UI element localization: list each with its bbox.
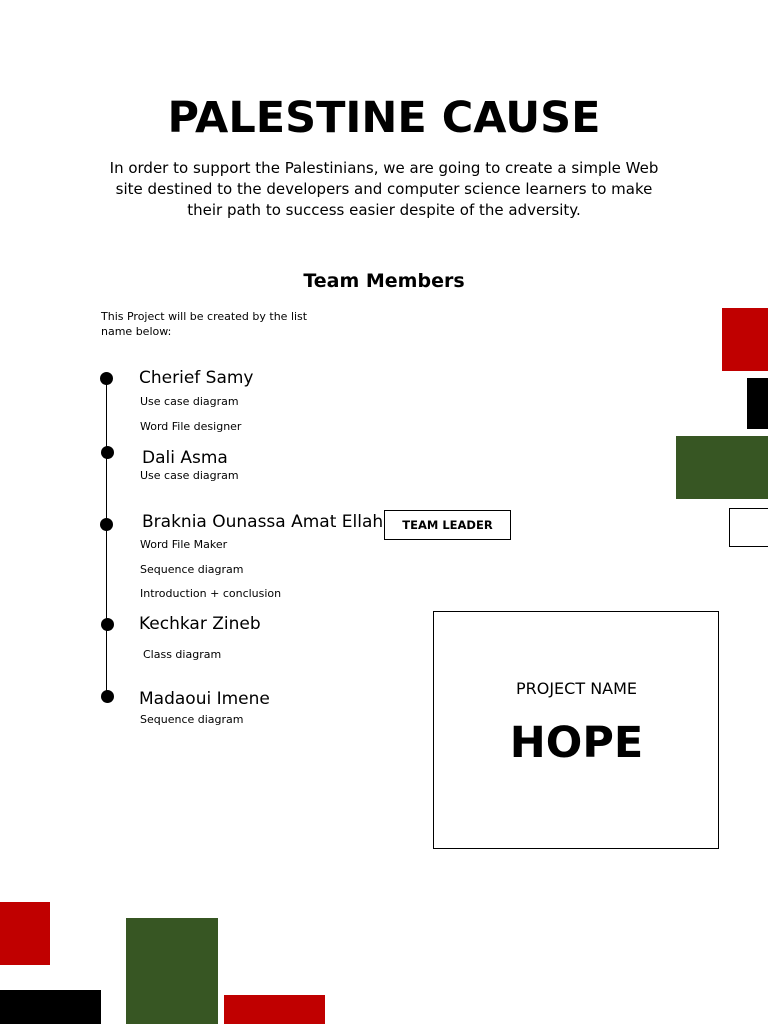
- project-label: PROJECT NAME: [515, 679, 638, 698]
- document-title: PALESTINE CAUSE: [167, 93, 601, 143]
- decor-black-block: [0, 990, 101, 1024]
- member-name: Cherief Samy: [139, 368, 254, 388]
- decor-red-block: [0, 902, 50, 965]
- team-note: This Project will be created by the list name below:: [101, 310, 308, 338]
- timeline-dot: [101, 446, 114, 459]
- decor-green-block: [676, 436, 768, 499]
- timeline-line: [106, 378, 107, 698]
- member-task: Use case diagram: [140, 469, 239, 482]
- member-task: Sequence diagram: [140, 713, 244, 726]
- team-leader-badge: TEAM LEADER: [384, 510, 511, 540]
- member-task: Sequence diagram: [140, 563, 244, 576]
- member-name: Madaoui Imene: [139, 689, 270, 709]
- member-task: Word File designer: [140, 420, 242, 433]
- member-task: Introduction + conclusion: [140, 587, 282, 600]
- member-name: Braknia Ounassa Amat Ellah: [142, 512, 384, 532]
- decor-red-block: [224, 995, 325, 1024]
- member-task: Use case diagram: [140, 395, 239, 408]
- member-task: Class diagram: [143, 648, 222, 661]
- member-name: Dali Asma: [142, 448, 228, 468]
- decor-white-block: [729, 508, 768, 547]
- timeline-dot: [100, 518, 113, 531]
- decor-green-block: [126, 918, 218, 1024]
- member-name: Kechkar Zineb: [139, 614, 261, 634]
- member-task: Word File Maker: [140, 538, 228, 551]
- timeline-dot: [101, 690, 114, 703]
- team-members-heading: Team Members: [303, 270, 465, 292]
- timeline-dot: [101, 618, 114, 631]
- decor-black-block: [747, 378, 768, 429]
- intro-paragraph: In order to support the Palestinians, we are going to create a simple Web site destined to the developers and computer science learners to make their path to success easier despite of the adversity.: [109, 159, 659, 219]
- project-name: HOPE: [509, 718, 644, 768]
- decor-red-block: [722, 308, 768, 371]
- timeline-dot: [100, 372, 113, 385]
